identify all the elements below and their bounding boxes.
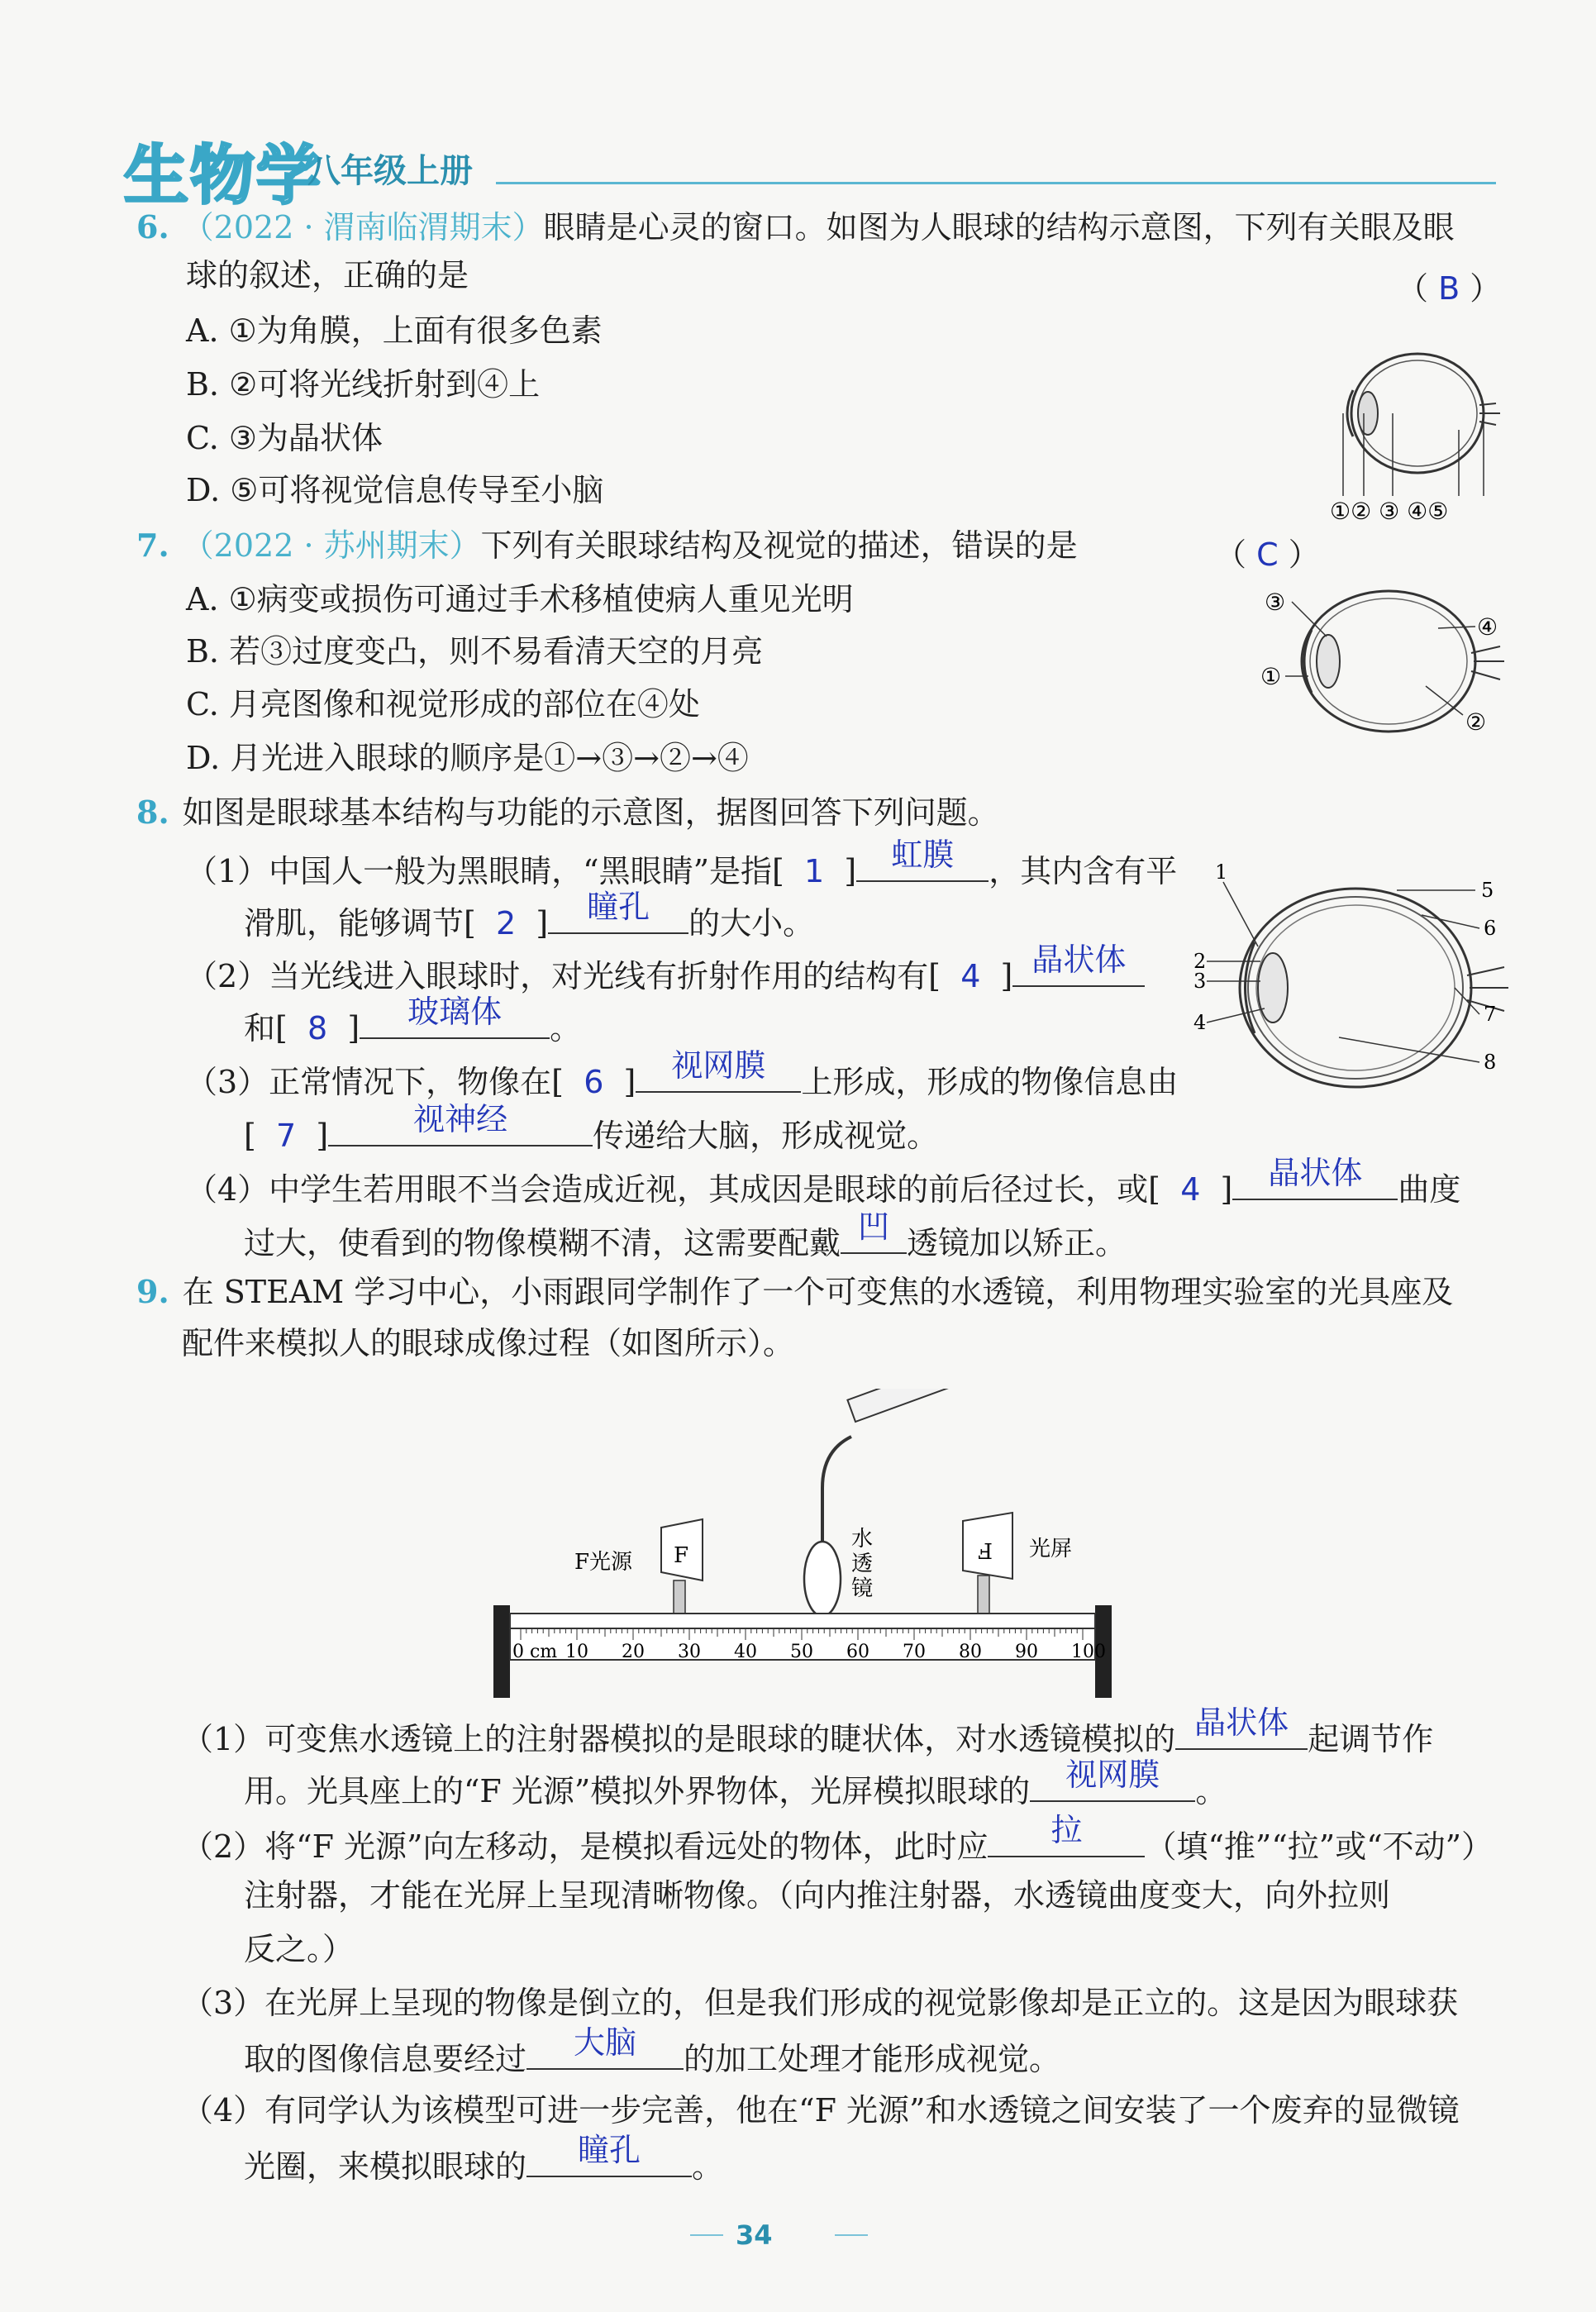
q8-p2a-text: （2）当光线进入眼球时，对光线有折射作用的结构有[ [186,958,941,994]
q8-p3a-number: 6 [584,1064,604,1100]
q7-number: 7. [136,527,169,564]
q9-optical-bench-diagram [484,1389,1145,1711]
q9-p3b-end: 的加工处理才能形成视觉。 [684,2041,1061,2077]
q6-eye-diagram [1318,347,1508,525]
q9-stem-line2: 配件来模拟人的眼球成像过程（如图所示）。 [182,1325,795,1361]
q8-p2a-number: 4 [960,958,981,994]
q9-part2-line3: 反之。） [244,1931,355,1967]
q8-p1a-end: ，其内含有平 [989,853,1178,889]
q8-label-8: 8 [1484,1051,1497,1074]
screen-stand [978,1575,989,1614]
q9-p4b-text: 光圈，来模拟眼球的 [244,2148,527,2185]
q6-stem-line2: 球的叙述，正确的是 [186,257,469,293]
ruler-label: 40 [734,1642,757,1662]
q6-stem: 眼睛是心灵的窗口。如图为人眼球的结构示意图，下列有关眼及眼 [543,209,1455,246]
ruler-label: 10 [565,1642,588,1662]
f-source-letter: F [674,1543,689,1568]
q8-part4-line2 [244,1208,1127,1264]
q8-part4-line1: （4）中学生若用眼不当会造成近视，其成因是眼球的前后径过长，或[ 4 ] 晶状体 曲度 [186,1166,1460,1210]
page-number: 34 [736,2219,773,2251]
q6-option-d: D. ⑤可将视觉信息传导至小脑 [186,472,604,508]
q7-option-a: A. ①病变或损伤可通过手术移植使病人重见光明 [186,581,854,617]
q9-p1a-text: （1）可变焦水透镜上的注射器模拟的是眼球的睫状体，对水透镜模拟的 [182,1721,1176,1757]
q8-p4b-end: 透镜加以矫正。 [907,1225,1127,1261]
q7-eye-diagram [1260,579,1508,752]
q9-p1b-answer: 视网膜 [1065,1757,1160,1793]
q8-p1a-text: （1）中国人一般为黑眼睛，“黑眼睛”是指[ [186,853,784,889]
header-rule [496,182,1496,184]
q8-part3-line2: [ 7 ] 视神经 传递给大脑，形成视觉。 [244,1112,938,1156]
q9-p1b-end: 。 [1195,1773,1227,1809]
water-lens-label-3: 镜 [851,1576,874,1601]
q8-p1a-number: 1 [804,853,825,889]
q7-option-b: B. 若③过度变凸，则不易看清天空的月亮 [186,633,764,670]
q8-label-1: 1 [1215,864,1228,884]
syringe-tube [822,1437,851,1547]
q8-p2b-answer: 玻璃体 [407,994,503,1030]
q6-answer: B [1438,270,1460,307]
q8-p2b-end: 。 [550,1010,582,1046]
q9-p2a-answer: 拉 [1051,1812,1083,1848]
q8-part1-line2: 滑肌，能够调节[ 2 ] 瞳孔 的大小。 [244,899,814,944]
q8-p4a-end: 曲度 [1398,1171,1461,1208]
q8-part3-line1: （3）正常情况下，物像在[ 6 ] 视网膜 上形成，形成的物像信息由 [186,1058,1178,1103]
q8-stem: 如图是眼球基本结构与功能的示意图，据图回答下列问题。 [182,794,999,831]
q6-lens [1358,392,1378,435]
q8-p1b-blank [548,889,688,934]
q9-part3-line1: （3）在光屏上呈现的物像是倒立的，但是我们形成的视觉影像却是正立的。这是因为眼球获 [182,1985,1459,2021]
ruler-label: 50 [790,1642,813,1662]
f-source-label: F光源 [574,1550,633,1575]
q8-p4b-blank [841,1208,907,1254]
q9-part1-line2 [244,1757,1227,1812]
header-subtitle: 八年级上册 [307,152,473,190]
screen-label: 光屏 [1029,1537,1073,1561]
q6-option-b: B. ②可将光线折射到④上 [186,366,541,403]
q8-part2-line1: （2）当光线进入眼球时，对光线有折射作用的结构有[ 4 ] 晶状体 [186,952,1145,997]
water-lens [804,1542,841,1616]
syringe-barrel [847,1389,968,1422]
q9-part4-line2 [244,2132,724,2187]
q7-leader-2 [1426,686,1463,715]
q7-label-1: ① [1260,663,1282,690]
q7-lens [1317,635,1340,688]
q9-p3b-answer: 大脑 [574,2024,637,2061]
q8-p1b-answer: 瞳孔 [587,889,650,925]
q9-p3b-text: 取的图像信息要经过 [244,2041,527,2077]
q8-label-4: 4 [1193,1011,1207,1034]
water-lens-label-2: 透 [851,1552,874,1576]
screen-inverted-letter: F [977,1537,993,1562]
header-title: 生物学 [124,139,323,213]
q9-p2a-blank [988,1812,1145,1857]
q7-label-4: ④ [1477,613,1498,641]
q7-answer: C [1256,536,1279,573]
q6-option-a: A. ①为角膜，上面有很多色素 [186,312,603,349]
q8-p4a-blank [1232,1155,1398,1200]
q7-option-d: D. 月光进入眼球的顺序是①→③→②→④ [186,740,749,776]
q8-leader-8 [1339,1037,1479,1062]
ruler-label: 30 [678,1642,701,1662]
q8-p1b-text: 滑肌，能够调节[ [244,905,476,941]
q8-label-7: 7 [1484,1003,1497,1026]
q8-p3b-answer: 视神经 [413,1101,508,1137]
ruler-label: 90 [1015,1642,1038,1662]
q7-label-3: ③ [1265,589,1286,616]
q8-p1a-answer: 虹膜 [891,837,955,873]
q8-p2b-number: 8 [307,1010,328,1046]
q8-part2-line2: 和[ 8 ] 玻璃体 。 [244,1004,581,1049]
q7-source: （2022 · 苏州期末） [182,527,481,564]
q6-source: （2022 · 渭南临渭期末） [182,209,544,246]
q9-p4b-blank [526,2132,692,2177]
q8-p4a-text: （4）中学生若用眼不当会造成近视，其成因是眼球的前后径过长，或[ [186,1171,1161,1208]
q8-p1b-end: 的大小。 [688,905,815,941]
q9-p2a-end: （填“推”“拉”或“不动”） [1145,1828,1494,1865]
q9-p2a-text: （2）将“F 光源”向左移动，是模拟看远处的物体，此时应 [182,1828,989,1865]
q7-stem: 下列有关眼球结构及视觉的描述，错误的是 [480,527,1078,564]
q9-part2-line1 [182,1812,1494,1867]
q8-p3a-end: 上形成，形成的物像信息由 [801,1064,1179,1100]
q8-p3a-blank [636,1047,801,1093]
q8-part1-line1: （1）中国人一般为黑眼睛，“黑眼睛”是指[ 1 ] 虹膜 ，其内含有平 [186,847,1177,892]
q8-label-2: 2 [1193,950,1207,973]
q8-p2a-blank [1012,941,1145,987]
q7-option-c: C. 月亮图像和视觉形成的部位在④处 [186,686,700,722]
q9-p4b-answer: 瞳孔 [578,2132,641,2168]
q6-figure-labels: ①② ③ ④⑤ [1330,498,1449,525]
q7-label-2: ② [1465,708,1487,736]
q8-p4a-number: 4 [1180,1171,1201,1208]
page-number-dash-left [690,2234,723,2236]
q8-lens [1258,953,1288,1023]
q8-label-6: 6 [1484,917,1497,940]
page-number-dash-right [835,2234,868,2236]
q8-p2b-blank [360,994,550,1039]
q8-p4b-text: 过大，使看到的物像模糊不清，这需要配戴 [244,1225,841,1261]
q7-answer-bracket: （ C ） [1215,536,1320,573]
q9-p1b-blank [1030,1757,1195,1802]
water-lens-label-1: 水 [851,1527,874,1552]
q7-leader-4 [1438,627,1475,628]
q9-p3b-blank [526,2024,684,2070]
q9-p1b-text: 用。光具座上的“F 光源”模拟外界物体，光屏模拟眼球的 [244,1773,1031,1809]
q9-p1a-answer: 晶状体 [1194,1704,1289,1741]
q9-part1-line1 [182,1704,1434,1760]
q9-p1a-blank [1175,1704,1308,1750]
q8-p4a-answer: 晶状体 [1268,1155,1363,1191]
q8-p2b-text: 和[ [244,1010,288,1046]
q8-p1b-number: 2 [496,905,517,941]
ruler-label: 70 [903,1642,926,1662]
q9-number: 9. [136,1273,169,1310]
q8-number: 8. [136,794,169,831]
q9-part3-line2 [244,2024,1061,2080]
bench-left-post [493,1605,510,1698]
q9-p1a-end: 起调节作 [1308,1721,1434,1757]
q9-stem-line1 [136,1271,1453,1313]
bench-rail [510,1614,1095,1628]
q6-stem-line1 [136,207,1455,248]
q9-part2-line2: 注射器，才能在光屏上呈现清晰物像。（向内推注射器，水透镜曲度变大，向外拉则 [244,1877,1391,1914]
q8-p3b-blank [328,1101,593,1146]
q8-stem-line [136,792,999,833]
q8-p3a-answer: 视网膜 [671,1047,766,1084]
ruler-label: 20 [622,1642,645,1662]
q6-answer-bracket: （ B ） [1397,270,1502,307]
q8-p3a-text: （3）正常情况下，物像在[ [186,1064,565,1100]
q7-stem-line [136,525,1078,566]
f-source-stand [674,1580,685,1614]
q6-number: 6. [136,208,169,246]
q8-p2a-answer: 晶状体 [1031,941,1127,978]
q9-part4-line1: （4）有同学认为该模型可进一步完善，他在“F 光源”和水透镜之间安装了一个废弃的显微镜 [182,2092,1460,2128]
q8-p1a-blank [856,837,989,882]
q8-p3b-end: 传递给大脑，形成视觉。 [593,1118,939,1154]
q8-leader-1 [1223,882,1258,946]
ruler-label: 80 [959,1642,982,1662]
ruler-label: 0 cm [512,1642,558,1662]
q8-eye-diagram [1190,864,1513,1112]
ruler-label: 60 [846,1642,869,1662]
ruler-label: 100 [1071,1642,1106,1662]
q8-label-5: 5 [1481,879,1494,902]
q8-label-3: 3 [1193,970,1207,993]
q8-p4b-answer: 凹 [858,1208,890,1245]
q9-stem1: 在 STEAM 学习中心，小雨跟同学制作了一个可变焦的水透镜，利用物理实验室的光具座及 [182,1274,1454,1310]
q6-option-c: C. ③为晶状体 [186,420,383,456]
q8-p3b-number: 7 [275,1118,297,1154]
q9-p4b-end: 。 [692,2148,724,2185]
